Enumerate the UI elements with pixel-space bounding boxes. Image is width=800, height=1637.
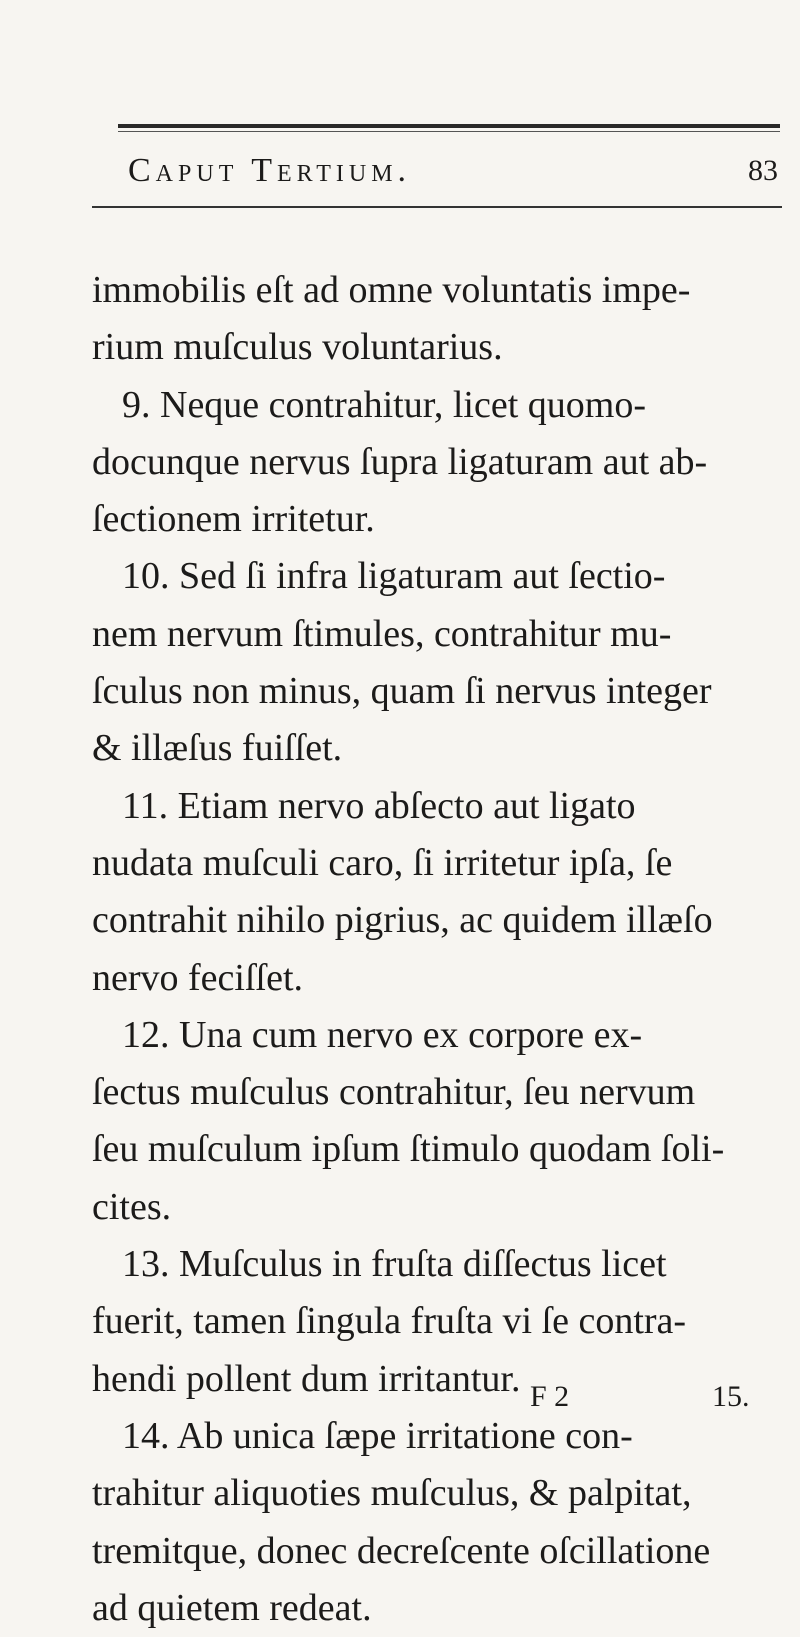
text-line: 10. Sed ſi infra ligaturam aut ſectio- — [122, 555, 666, 598]
top-border-hairline — [118, 131, 780, 132]
running-head: Caput Tertium. — [128, 152, 412, 189]
text-line: ſectionem irritetur. — [92, 498, 375, 541]
text-line: cites. — [92, 1185, 172, 1228]
text-line: trahitur aliquoties muſculus, & palpitat, — [92, 1472, 692, 1515]
text-line: tremitque, donec decreſcente oſcillatione — [92, 1529, 711, 1572]
signature-mark: F 2 — [530, 1380, 570, 1413]
text-line: immobilis eſt ad omne voluntatis impe- — [92, 269, 691, 311]
text-line: 9. Neque contrahitur, licet quomo- — [122, 383, 646, 426]
header-rule — [92, 206, 782, 208]
text-line: & illæſus fuiſſet. — [92, 727, 343, 770]
text-line: 13. Muſculus in fruſta diſſectus licet — [122, 1243, 667, 1286]
text-line: rium muſculus voluntarius. — [92, 326, 503, 369]
text-line: ſeu muſculum ipſum ſtimulo quodam ſoli- — [92, 1128, 725, 1171]
text-line: 11. Etiam nervo abſecto aut ligato — [122, 784, 636, 827]
text-line: nem nervum ſtimules, contrahitur mu- — [92, 612, 672, 655]
text-line: contrahit nihilo pigrius, ac quidem illæſo — [92, 899, 713, 942]
body-text — [92, 262, 792, 1637]
text-line: docunque nervus ſupra ligaturam aut ab- — [92, 440, 708, 483]
text-line: ſculus non minus, quam ſi nervus integer — [92, 670, 712, 713]
catchword: 15. — [712, 1380, 750, 1413]
text-line: 14. Ab unica ſæpe irritatione con- — [122, 1414, 633, 1457]
text-line: nudata muſculi caro, ſi irritetur ipſa, ſe — [92, 841, 673, 884]
text-line: nervo feciſſet. — [92, 956, 304, 999]
text-line: fuerit, tamen ſingula fruſta vi ſe contra- — [92, 1300, 687, 1343]
text-line: ſectus muſculus contrahitur, ſeu nervum — [92, 1071, 696, 1114]
text-line: ad quietem redeat. — [92, 1586, 372, 1629]
text-line: hendi pollent dum irritantur. — [92, 1357, 521, 1400]
text-line: 12. Una cum nervo ex corpore ex- — [122, 1013, 643, 1056]
page-number: 83 — [748, 154, 778, 187]
top-border-rule — [118, 124, 780, 128]
